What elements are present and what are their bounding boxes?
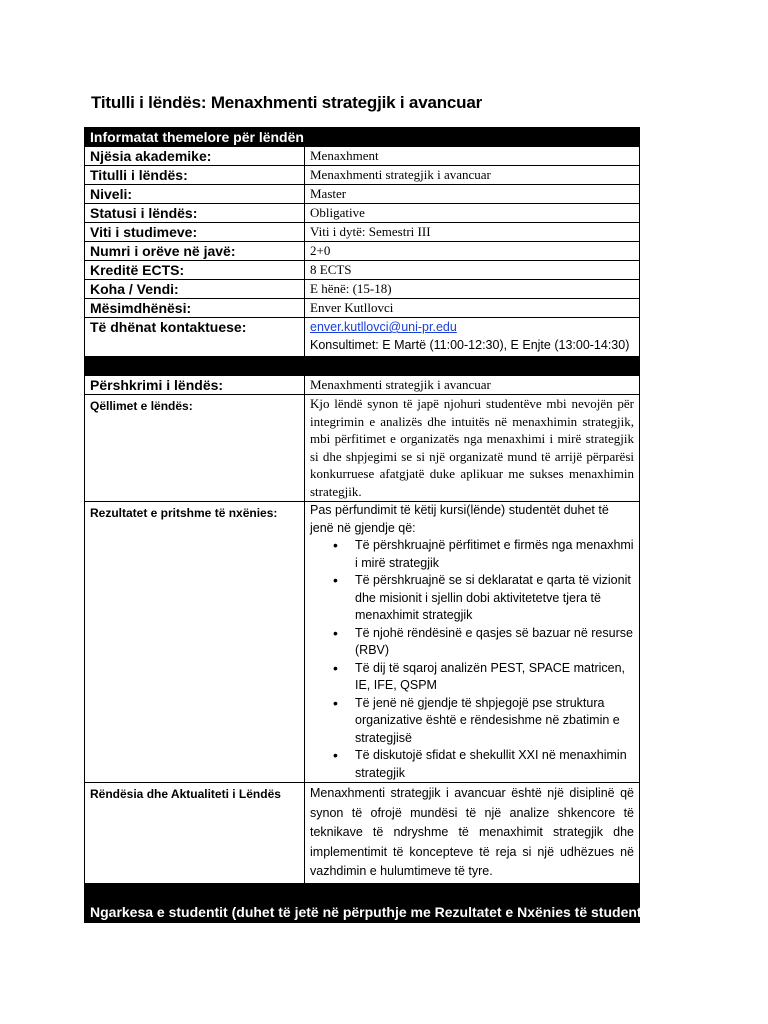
info-value: Menaxhment <box>305 147 640 166</box>
info-label: Numri i orëve në javë: <box>85 242 305 261</box>
info-row <box>85 261 640 280</box>
outcomes-label: Rezultatet e pritshme të nxënies: <box>85 502 305 783</box>
document-title: Titulli i lëndës: Menaxhmenti strategjik i avancuar <box>91 93 482 112</box>
footer-header-row <box>85 902 640 922</box>
info-label: Kreditë ECTS: <box>85 261 305 280</box>
goals-label: Qëllimet e lëndës: <box>85 395 305 502</box>
outcome-item: • Të dij të sqaroj analizën PEST, SPACE matricen, IE, IFE, QSPM <box>355 660 634 695</box>
info-label: Niveli: <box>85 185 305 204</box>
course-info-table <box>84 127 655 923</box>
info-row <box>85 147 640 166</box>
importance-label: Rëndësia dhe Aktualiteti i Lëndës <box>85 783 305 884</box>
consultations-text: Konsultimet: E Martë (11:00-12:30), E Enjte (13:00-14:30) <box>310 338 630 352</box>
goals-row <box>85 395 640 502</box>
info-label: Titulli i lëndës: <box>85 166 305 185</box>
goals-value: Kjo lëndë synon të japë njohuri studentëve mbi nevojën për integrimin e analizës dhe intuitës në menaxhimin strategjik, mbi përfitimet e organizatës nga menaxhimi i mirë strategjik si dhe shpjegimi se si një organizatë mund të arrijë përparësi konkurruese afatgjatë duke aplikuar me sukses menaxhimin strategjik. <box>305 395 640 502</box>
contact-label: Të dhënat kontaktuese: <box>85 318 305 357</box>
info-value: Viti i dytë: Semestri III <box>305 223 640 242</box>
info-row <box>85 242 640 261</box>
outcomes-row <box>85 502 640 783</box>
description-value: Menaxhmenti strategjik i avancuar <box>305 376 640 395</box>
section-header: Informatat themelore për lëndën <box>85 128 640 147</box>
info-row <box>85 204 640 223</box>
outcome-item: • Të përshkruajnë se si deklaratat e qarta të vizionit dhe misionit i sjellin dobi aktivitetetve tjera të menaxhimit strategjik <box>355 572 634 625</box>
info-row <box>85 185 640 204</box>
description-label: Përshkrimi i lëndës: <box>85 376 305 395</box>
outcome-item: • Të njohë rëndësinë e qasjes së bazuar në resurse (RBV) <box>355 625 634 660</box>
info-value: E hënë: (15-18) <box>305 280 640 299</box>
footer-header: Ngarkesa e studentit (duhet të jetë në përputhje me Rezultatet e Nxënies të studentit) <box>85 902 640 922</box>
spacer-row <box>85 357 640 376</box>
description-row <box>85 376 640 395</box>
outcomes-intro: Pas përfundimit të këtij kursi(lënde) studentët duhet të jenë në gjendje që: <box>310 503 609 535</box>
outcome-item: • Të jenë në gjendje të shpjegojë pse struktura organizative është e rëndesishme në zbatimin e strategjisë <box>355 695 634 748</box>
info-label: Koha / Vendi: <box>85 280 305 299</box>
info-row <box>85 223 640 242</box>
section-header-row <box>85 128 640 147</box>
importance-row <box>85 783 640 884</box>
email-link[interactable]: enver.kutllovci@uni-pr.edu <box>310 320 457 334</box>
info-value: 8 ECTS <box>305 261 640 280</box>
importance-value: Menaxhmenti strategjik i avancuar është një disiplinë që synon të ofrojë mundësi të një analize shkencore të teknikave të ndryshme të menaxhimit strategjik dhe implementimit të koncepteve të reja si një udhëzues në vazhdimin e hulumtimeve të tyre. <box>305 783 640 884</box>
info-row <box>85 299 640 318</box>
info-value: Obligative <box>305 204 640 223</box>
info-value: Menaxhmenti strategjik i avancuar <box>305 166 640 185</box>
info-label: Statusi i lëndës: <box>85 204 305 223</box>
info-row <box>85 280 640 299</box>
outcome-item: • Të përshkruajnë përfitimet e firmës nga menaxhmi i mirë strategjik <box>355 537 634 572</box>
info-value: 2+0 <box>305 242 640 261</box>
info-value: Enver Kutllovci <box>305 299 640 318</box>
info-label: Mësimdhënësi: <box>85 299 305 318</box>
info-label: Viti i studimeve: <box>85 223 305 242</box>
info-label: Njësia akademike: <box>85 147 305 166</box>
outcome-item: • Të diskutojë sfidat e shekullit XXI në menaxhimin strategjik <box>355 747 634 782</box>
outcomes-list <box>310 537 634 782</box>
info-row <box>85 166 640 185</box>
info-value: Master <box>305 185 640 204</box>
contact-row <box>85 318 640 357</box>
spacer-row <box>85 883 640 902</box>
